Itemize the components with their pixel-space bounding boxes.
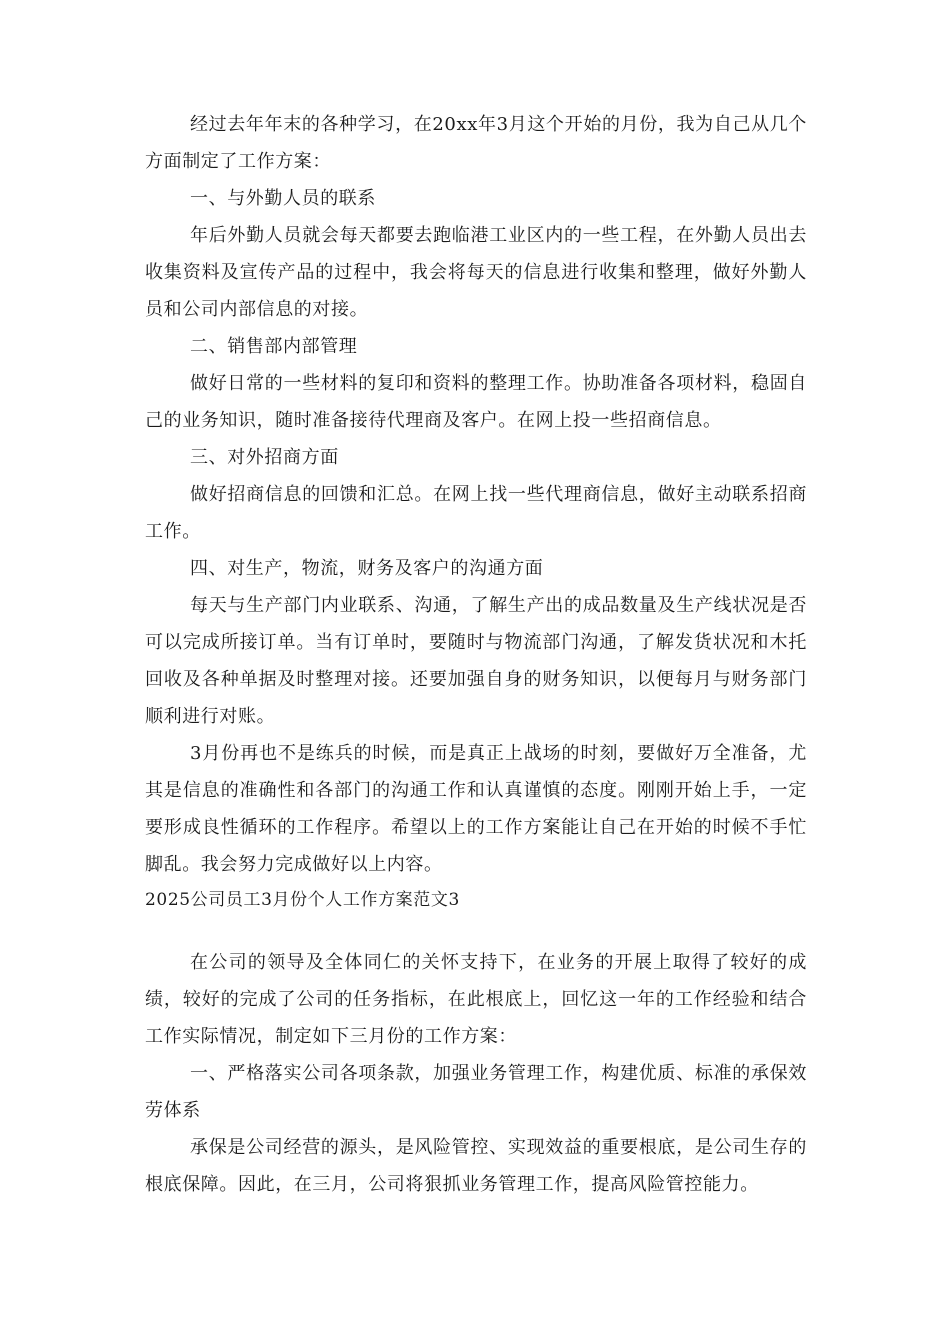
- paragraph-fanwen3-intro: 在公司的领导及全体同仁的关怀支持下，在业务的开展上取得了较好的成绩，较好的完成了公司的任务指标，在此根底上，回忆这一年的工作经验和结合工作实际情况，制定如下三月份的工作方案：: [145, 952, 807, 1047]
- paragraph-section-1: 年后外勤人员就会每天都要去跑临港工业区内的一些工程，在外勤人员出去收集资料及宣传产品的过程中，我会将每天的信息进行收集和整理，做好外勤人员和公司内部信息的对接。: [145, 225, 807, 320]
- document-subtitle: 2025公司员工3月份个人工作方案范文3: [145, 890, 460, 910]
- section-heading-2: 二、销售部内部管理: [190, 336, 358, 357]
- section-heading-fanwen3-1: 一、严格落实公司各项条款，加强业务管理工作，构建优质、标准的承保效劳体系: [145, 1063, 807, 1121]
- paragraph-closing: 3月份再也不是练兵的时候，而是真正上战场的时刻，要做好万全准备，尤其是信息的准确性和各部门的沟通工作和认真谨慎的态度。刚刚开始上手，一定要形成良性循环的工作程序。希望以上的工作方案能让自己在开始的时候不手忙脚乱。我会努力完成做好以上内容。: [145, 743, 807, 875]
- paragraph-section-2: 做好日常的一些材料的复印和资料的整理工作。协助准备各项材料，稳固自己的业务知识，随时准备接待代理商及客户。在网上投一些招商信息。: [145, 373, 807, 431]
- paragraph-section-3: 做好招商信息的回馈和汇总。在网上找一些代理商信息，做好主动联系招商工作。: [145, 484, 807, 542]
- section-heading-4: 四、对生产，物流，财务及客户的沟通方面: [190, 558, 544, 579]
- section-heading-1: 一、与外勤人员的联系: [190, 188, 376, 209]
- paragraph-section-4: 每天与生产部门内业联系、沟通，了解生产出的成品数量及生产线状况是否可以完成所接订单。当有订单时，要随时与物流部门沟通，了解发货状况和木托回收及各种单据及时整理对接。还要加强自身的财务知识，以便每月与财务部门顺利进行对账。: [145, 595, 807, 727]
- paragraph-fanwen3-section-1: 承保是公司经营的源头，是风险管控、实现效益的重要根底，是公司生存的根底保障。因此，在三月，公司将狠抓业务管理工作，提高风险管控能力。: [145, 1137, 807, 1195]
- section-heading-3: 三、对外招商方面: [190, 447, 339, 468]
- paragraph-intro: 经过去年年末的各种学习，在20xx年3月这个开始的月份，我为自己从几个方面制定了工作方案：: [145, 114, 807, 172]
